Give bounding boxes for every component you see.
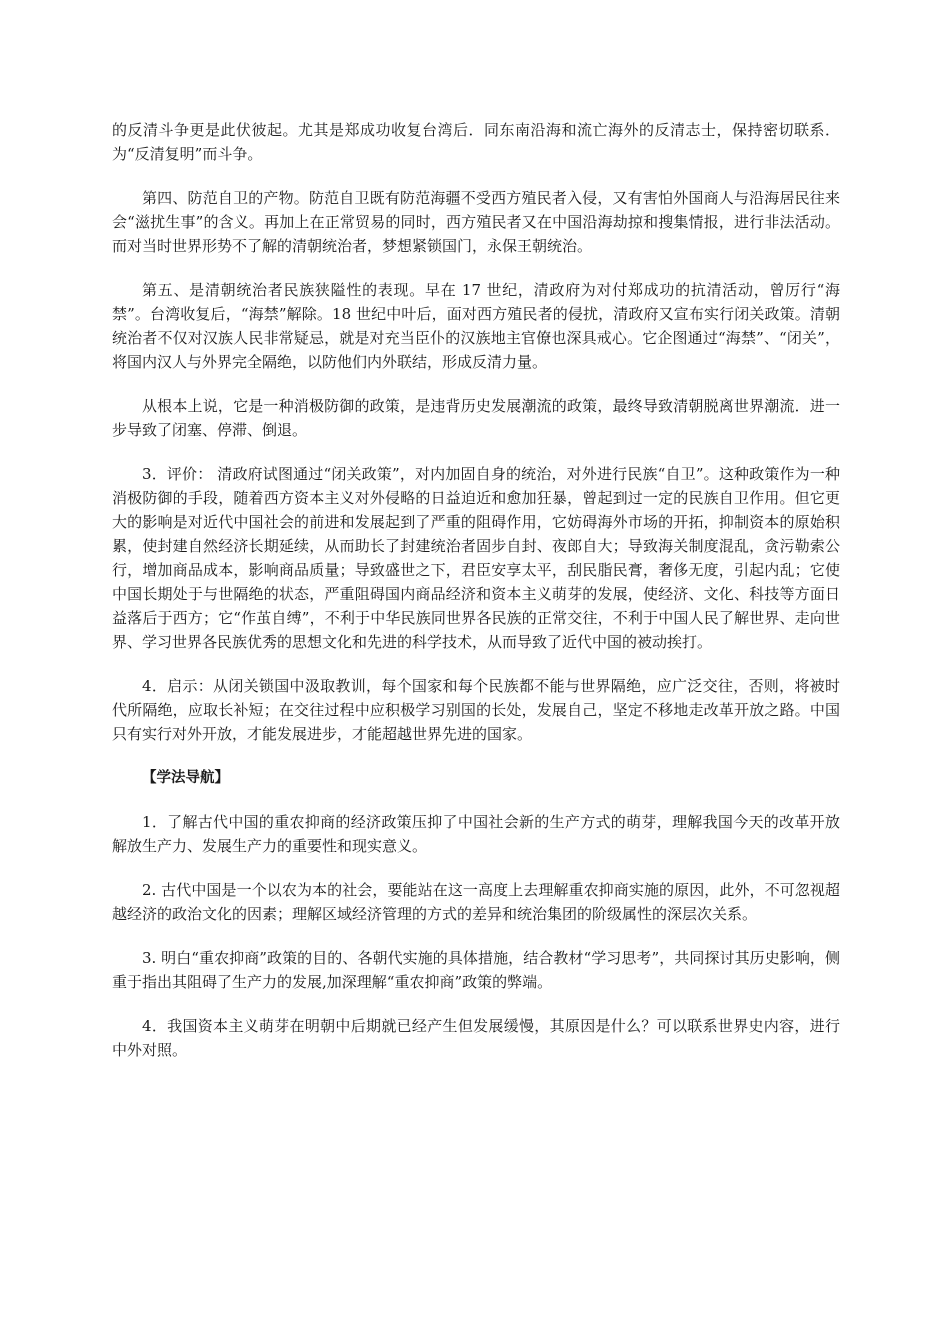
paragraph-continuation: 的反清斗争更是此伏彼起。尤其是郑成功收复台湾后．同东南沿海和流亡海外的反清志士，保持密切联系．为“反清复明”而斗争。 (112, 121, 840, 163)
guide-item-1: 1．了解古代中国的重农抑商的经济政策压抑了中国社会新的生产方式的萌芽，理解我国今天的改革开放解放生产力、发展生产力的重要性和现实意义。 (112, 813, 840, 855)
paragraph-summary: 从根本上说，它是一种消极防御的政策，是违背历史发展潮流的政策，最终导致清朝脱离世界潮流．进一步导致了闭塞、停滞、倒退。 (112, 397, 840, 439)
paragraph-lesson: 4．启示：从闭关锁国中汲取教训，每个国家和每个民族都不能与世界隔绝，应广泛交往，否则，将被时代所隔绝，应取长补短；在交往过程中应积极学习别国的长处，发展自己，坚定不移地走改革开放之路。中国只有实行对外开放，才能发展进步，才能超越世界先进的国家。 (112, 677, 840, 743)
guide-item-3: 3. 明白“重农抑商”政策的目的、各朝代实施的具体措施，结合教材“学习思考”，共同探讨其历史影响，侧重于指出其阻碍了生产力的发展,加深理解“重农抑商”政策的弊端。 (112, 949, 840, 991)
paragraph-evaluation: 3．评价： 清政府试图通过“闭关政策”，对内加固自身的统治，对外进行民族“自卫”。这种政策作为一种消极防御的手段，随着西方资本主义对外侵略的日益迫近和愈加狂暴，曾起到过一定的民族自卫作用。但它更大的影响是对近代中国社会的前进和发展起到了严重的阻碍作用，它妨碍海外市场的开拓，抑制资本的原始积累，使封建自然经济长期延续，从而助长了封建统治者固步自封、夜郎自大；导致海关制度混乱，贪污勒索公行，增加商品成本，影响商品质量；导致盛世之下，君臣安享太平，刮民脂民膏，奢侈无度，引起内乱；它使中国长期处于与世隔绝的状态，严重阻碍国内商品经济和资本主义萌芽的发展，使经济、文化、科技等方面日益落后于西方；它“作茧自缚”，不利于中华民族同世界各民族的正常交往，不利于中国人民了解世界、走向世界、学习世界各民族优秀的思想文化和先进的科学技术，从而导致了近代中国的被动挨打。 (112, 465, 840, 651)
section-heading: 【学法导航】 (142, 770, 229, 786)
guide-item-4: 4．我国资本主义萌芽在明朝中后期就已经产生但发展缓慢，其原因是什么？可以联系世界史内容，进行中外对照。 (112, 1017, 840, 1059)
paragraph-point-five: 第五、是清朝统治者民族狭隘性的表现。早在 17 世纪，清政府为对付郑成功的抗清活动，曾厉行“海禁”。台湾收复后，“海禁”解除。18 世纪中叶后，面对西方殖民者的侵扰，清政府又宣布实行闭关政策。清朝统治者不仅对汉族人民非常疑忌，就是对充当臣仆的汉族地主官僚也深具戒心。它企图通过“海禁”、“闭关”，将国内汉人与外界完全隔绝，以防他们内外联结，形成反清力量。 (112, 281, 840, 371)
paragraph-point-four: 第四、防范自卫的产物。防范自卫既有防范海疆不受西方殖民者入侵，又有害怕外国商人与沿海居民往来会“滋扰生事”的含义。再加上在正常贸易的同时，西方殖民者又在中国沿海劫掠和搜集情报，进行非法活动。而对当时世界形势不了解的清朝统治者，梦想紧锁国门，永保王朝统治。 (112, 189, 840, 255)
document-page (112, 118, 840, 1082)
guide-item-2: 2. 古代中国是一个以农为本的社会，要能站在这一高度上去理解重农抑商实施的原因，此外，不可忽视超越经济的政治文化的因素；理解区域经济管理的方式的差异和统治集团的阶级属性的深层次关系。 (112, 881, 840, 923)
